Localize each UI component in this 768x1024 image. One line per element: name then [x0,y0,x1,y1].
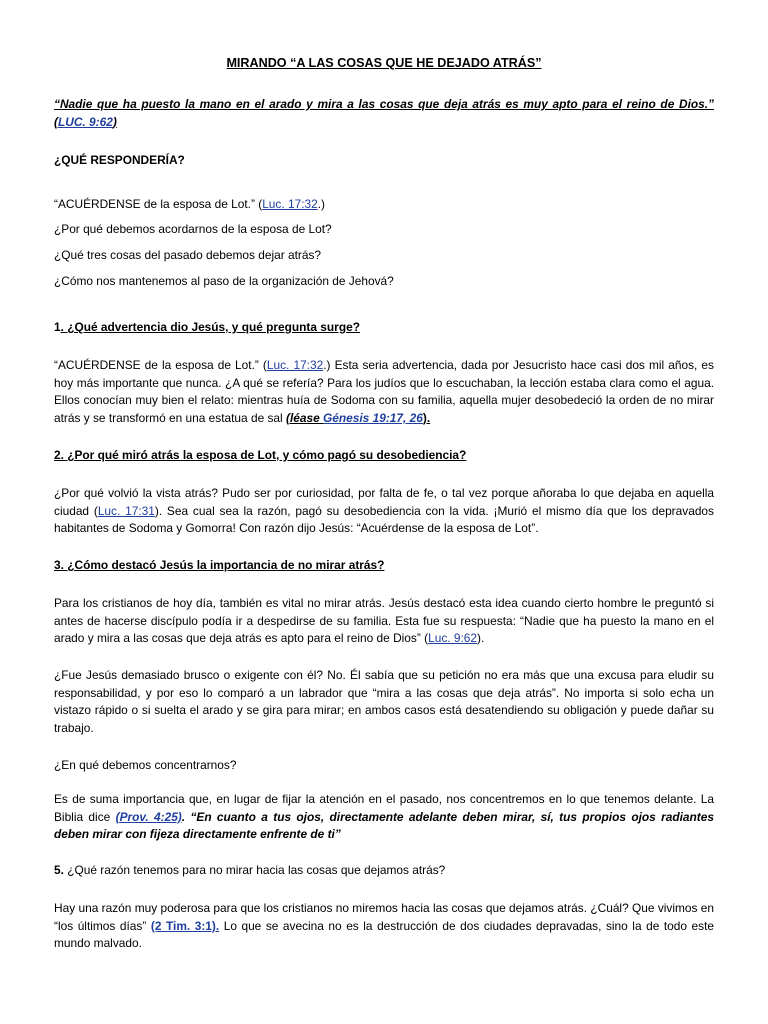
section-3-paragraph-4: Es de suma importancia que, en lugar de fijar la atención en el pasado, nos concentremos en lo que tenemos delante. La Biblia dice (Prov. 4:25). “En cuanto a tus ojos, directamente adelante deben mirar, sí, tus propios ojos radiantes deben mirar con fijeza directamente enfrente de ti” [54,792,714,842]
page-title: MIRANDO “A LAS COSAS QUE HE DEJADO ATRÁS” [226,56,542,70]
section-3-heading: 3. ¿Cómo destacó Jesús la importancia de no mirar atrás? [54,558,385,572]
review-question-1: “ACUÉRDENSE de la esposa de Lot.” (Luc. 17:32.) [54,197,325,211]
theme-ref-link[interactable]: LUC. 9:62 [57,114,113,129]
prov-4-25-link[interactable]: (Prov. 4:25) [115,809,182,824]
luc-17-31-link[interactable]: Luc. 17:31 [97,503,155,518]
luc-9-62-link[interactable]: Luc. 9:62 [428,631,478,646]
section-2-heading: 2. ¿Por qué miró atrás la esposa de Lot, y cómo pagó su desobediencia? [54,448,467,462]
section-2-paragraph: ¿Por qué volvió la vista atrás? Pudo ser por curiosidad, por falta de fe, o tal vez porque añoraba lo que dejaba en aquella ciudad (Luc. 17:31). Sea cual sea la razón, pagó su desobediencia con la vida. ¡Murió el mismo día que los depravados habitantes de Sodoma y Gomorra! Con razón dijo Jesús: “Acuérdense de la esposa de Lot”. [54,486,714,536]
section-5-question: 5. ¿Qué razón tenemos para no mirar hacia las cosas que dejamos atrás? [54,863,446,877]
section-3-question: ¿En qué debemos concentrarnos? [54,758,237,772]
section-5-paragraph: Hay una razón muy poderosa para que los cristianos no miremos hacia las cosas que dejamos atrás. ¿Cuál? Que vivimos en “los últimos días” (2 Tim. 3:1). Lo que se avecina no es la destrucción de dos ciudades depravadas, sino la de todo este mundo malvado. [54,901,715,951]
theme-text: “Nadie que ha puesto la mano en el arado y mira a las cosas que deja atrás es muy apto para el reino de Dios.” (LUC. 9:62) [54,97,714,129]
review-question-3: ¿Qué tres cosas del pasado debemos dejar atrás? [54,248,322,262]
section-1-heading: 1. ¿Qué advertencia dio Jesús, y qué pregunta surge? [54,320,360,334]
2-tim-3-1-link[interactable]: (2 Tim. 3:1). [150,918,220,933]
section-heading-que-responderia: ¿QUÉ RESPONDERÍA? [54,153,185,167]
theme-quote: “Nadie que ha puesto la mano en el arado y mira a las cosas que deja atrás es muy apto para el reino de Dios.” [54,97,714,111]
review-question-4: ¿Cómo nos mantenemos al paso de la organización de Jehová? [54,274,394,288]
prov-quote: “En cuanto a tus ojos, directamente adelante deben mirar, sí, tus propios ojos radiantes deben mirar con fijeza directamente enfrente de ti” [54,809,714,842]
genesis-link[interactable]: Génesis 19:17, 26 [323,410,423,425]
review-ref-link[interactable]: Luc. 17:32 [262,197,318,211]
section-1-paragraph: “ACUÉRDENSE de la esposa de Lot.” (Luc. 17:32.) Esta seria advertencia, dada por Jesucristo hace casi dos mil años, es hoy más importante que nunca. ¿A qué se refería? Para los judíos que lo escuchaban, la lección estaba clara como el agua. Ellos conocían muy bien el relato: mientras huía de Sodoma con su familia, aquella mujer desobedeció la orden de no mirar atrás y se transformó en una estatua de sal (léase Génesis 19:17, 26). [54,358,714,425]
section-3-paragraph-1: Para los cristianos de hoy día, también es vital no mirar atrás. Jesús destacó esta idea cuando cierto hombre le preguntó si antes de hacerse discípulo podía ir a despedirse de su familia. Esta fue su respuesta: “Nadie que ha puesto la mano en el arado y mira a las cosas que deja atrás es apto para el reino de Dios” (Luc. 9:62). [54,596,714,646]
luc-17-32-link[interactable]: Luc. 17:32 [266,358,324,372]
section-3-paragraph-2: ¿Fue Jesús demasiado brusco o exigente con él? No. Él sabía que su petición no era más que una excusa para eludir su responsabilidad, y por eso lo comparó a un labrador que “mira a las cosas que deja atrás”. No importa si solo echa un vistazo rápido o si suelta el arado y se gira para mirar; en ambos casos está desatendiendo su obligación y puede dañar su trabajo. [54,668,714,735]
review-question-2: ¿Por qué debemos acordarnos de la esposa de Lot? [54,222,332,236]
